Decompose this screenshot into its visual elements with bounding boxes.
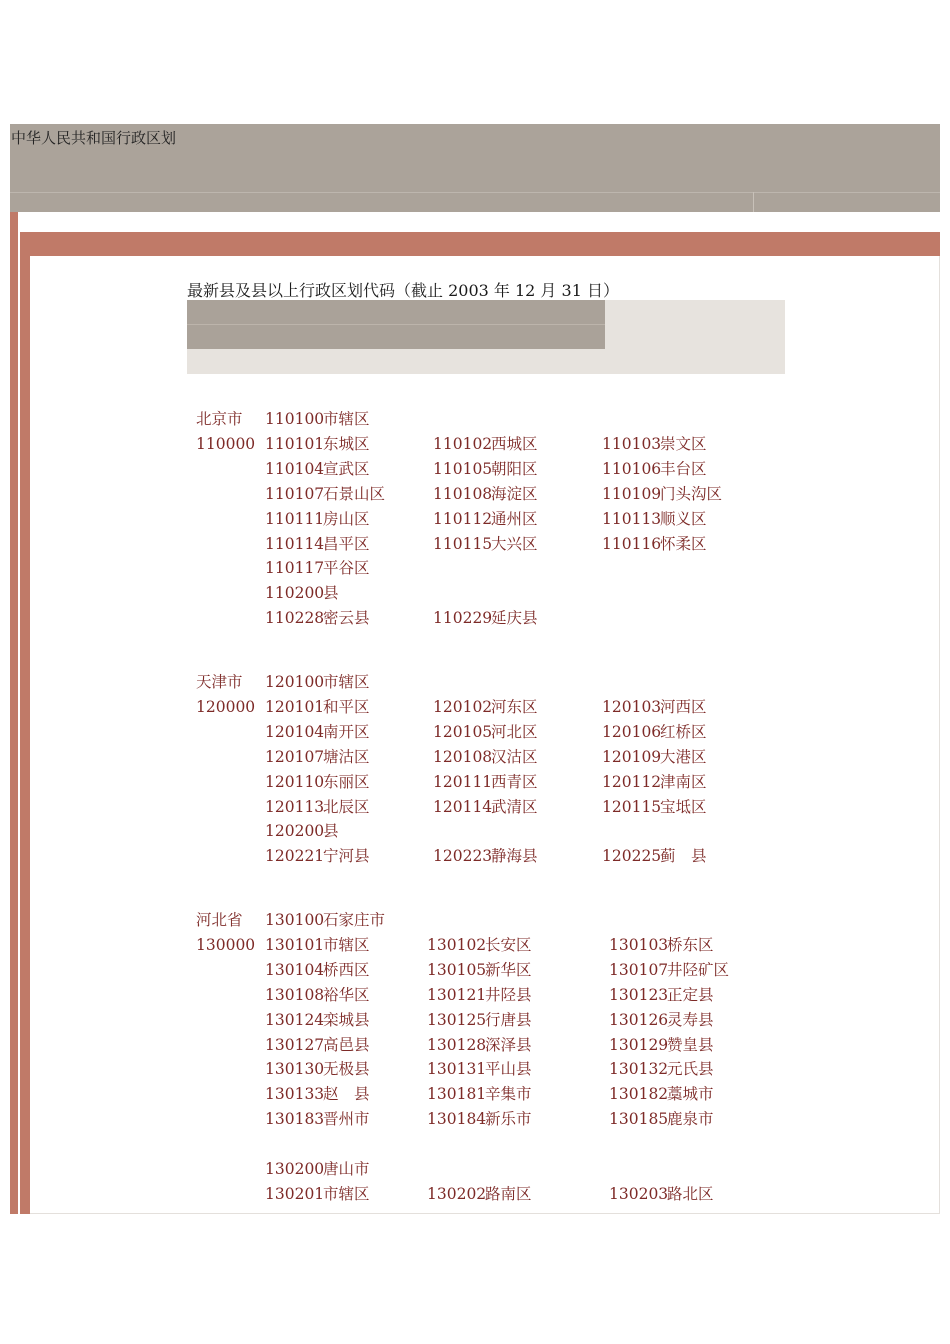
division-code: 120225: [602, 847, 662, 866]
division-code: 110116: [602, 534, 662, 553]
division-name: 塘沽区: [323, 747, 370, 766]
division-entry: [265, 935, 370, 955]
division-code: 110228: [265, 609, 325, 628]
division-code: 120104: [265, 722, 325, 741]
page-title-banner: [10, 124, 940, 212]
division-code: 120112: [602, 772, 662, 791]
division-name: 赵 县: [323, 1085, 370, 1104]
division-name: 朝阳区: [491, 459, 538, 478]
division-code: 110103: [602, 434, 662, 453]
division-name: 西青区: [491, 772, 538, 791]
division-name: 平山县: [485, 1060, 532, 1079]
division-entry: [609, 1010, 714, 1030]
division-entry: [433, 797, 538, 817]
division-name: 南开区: [323, 722, 370, 741]
division-name: 河西区: [660, 697, 707, 716]
division-code: 120115: [602, 797, 662, 816]
division-name: 津南区: [660, 772, 707, 791]
division-code: 130124: [265, 1010, 325, 1029]
division-name: 北辰区: [323, 797, 370, 816]
division-entry: [427, 935, 532, 955]
division-entry: [265, 772, 370, 792]
division-name: 河北区: [491, 722, 538, 741]
division-entry: [433, 697, 538, 717]
division-entry: [609, 1084, 714, 1104]
division-name: 桥东区: [667, 935, 714, 954]
division-code: 110200: [265, 584, 325, 603]
region-name: 河北省: [196, 911, 243, 929]
page-title: 中华人民共和国行政区划: [11, 129, 177, 147]
division-code: 130123: [609, 985, 669, 1004]
division-name: 高邑县: [323, 1035, 370, 1054]
division-name: 静海县: [491, 847, 538, 866]
division-code: 130102: [427, 935, 487, 954]
division-entry: [609, 1184, 714, 1204]
division-name: 红桥区: [660, 722, 707, 741]
division-code: 110111: [265, 509, 325, 528]
division-code: 130130: [265, 1060, 325, 1079]
division-code: 120105: [433, 722, 493, 741]
division-name: 大港区: [660, 747, 707, 766]
division-entry: [609, 1109, 714, 1129]
division-name: 元氏县: [667, 1060, 714, 1079]
division-code: 130181: [427, 1085, 487, 1104]
division-code: 130104: [265, 960, 325, 979]
division-name: 正定县: [667, 985, 714, 1004]
division-entry: [265, 509, 370, 529]
division-code: 130100: [265, 911, 325, 929]
subtitle: 最新县及县以上行政区划代码（截止 2003 年 12 月 31 日）: [187, 281, 619, 300]
division-entry: [265, 459, 370, 479]
division-code: 130133: [265, 1085, 325, 1104]
division-code: 110113: [602, 509, 662, 528]
division-code: 130132: [609, 1060, 669, 1079]
division-name: 路南区: [485, 1184, 532, 1203]
division-entry: [433, 459, 538, 479]
division-name: 新华区: [485, 960, 532, 979]
division-name: 怀柔区: [660, 534, 707, 553]
division-entry: [433, 434, 538, 454]
table-header-divider: [187, 324, 605, 325]
division-entry: [265, 960, 370, 980]
division-name: 唐山市: [323, 1160, 370, 1178]
division-entry: [609, 960, 729, 980]
division-entry: [433, 846, 538, 866]
division-name: 路北区: [667, 1184, 714, 1203]
division-entry: [265, 409, 370, 429]
division-entry: [265, 672, 370, 692]
division-name: 县: [323, 822, 339, 841]
banner-tick: [753, 192, 754, 212]
division-code: 130184: [427, 1110, 487, 1129]
division-entry: [265, 1035, 370, 1055]
division-entry: [427, 1184, 532, 1204]
division-code: 130200: [265, 1160, 325, 1178]
division-name: 井陉矿区: [667, 960, 730, 979]
division-name: 深泽县: [485, 1035, 532, 1054]
division-code: 110107: [265, 484, 325, 503]
division-code: 130185: [609, 1110, 669, 1129]
division-name: 市辖区: [323, 410, 370, 428]
division-name: 桥西区: [323, 960, 370, 979]
division-code: 110112: [433, 509, 493, 528]
division-entry: [602, 534, 707, 554]
division-name: 藁城市: [667, 1085, 714, 1104]
division-code: 130182: [609, 1085, 669, 1104]
division-code: 120200: [265, 822, 325, 841]
division-entry: [265, 558, 370, 578]
division-name: 石景山区: [323, 484, 386, 503]
division-code: 120111: [433, 772, 493, 791]
division-name: 东城区: [323, 434, 370, 453]
division-name: 长安区: [485, 935, 532, 954]
division-entry: [602, 459, 707, 479]
division-code: 120110: [265, 772, 325, 791]
division-name: 汉沽区: [491, 747, 538, 766]
division-name: 新乐市: [485, 1110, 532, 1129]
division-code: 120100: [265, 673, 325, 691]
division-entry: [265, 846, 370, 866]
division-code: 130126: [609, 1010, 669, 1029]
division-name: 市辖区: [323, 1184, 370, 1203]
division-name: 武清区: [491, 797, 538, 816]
division-code: 110229: [433, 609, 493, 628]
division-code: 130127: [265, 1035, 325, 1054]
division-code: 110106: [602, 459, 662, 478]
division-entry: [427, 1010, 532, 1030]
division-name: 河东区: [491, 697, 538, 716]
division-code: 120223: [433, 847, 493, 866]
table-header-box: [187, 300, 785, 374]
region-code: 110000: [196, 434, 256, 453]
division-entry: [609, 985, 714, 1005]
division-entry: [265, 1184, 370, 1204]
division-code: 110115: [433, 534, 493, 553]
division-entry: [609, 1035, 714, 1055]
division-entry: [602, 797, 707, 817]
division-code: 110109: [602, 484, 662, 503]
division-entry: [265, 583, 339, 603]
division-name: 和平区: [323, 697, 370, 716]
division-entry: [433, 509, 538, 529]
region-name: 天津市: [196, 673, 243, 691]
division-entry: [433, 608, 538, 628]
division-entry: [433, 534, 538, 554]
division-entry: [265, 797, 370, 817]
division-code: 110117: [265, 559, 325, 578]
division-name: 大兴区: [491, 534, 538, 553]
division-code: 120108: [433, 747, 493, 766]
division-name: 崇文区: [660, 434, 707, 453]
division-entry: [433, 484, 538, 504]
division-code: 130101: [265, 935, 325, 954]
division-name: 通州区: [491, 509, 538, 528]
division-code: 130107: [609, 960, 669, 979]
division-entry: [265, 484, 385, 504]
division-entry: [427, 960, 532, 980]
division-entry: [265, 1059, 370, 1079]
division-name: 海淀区: [491, 484, 538, 503]
division-name: 门头沟区: [660, 484, 723, 503]
division-name: 宁河县: [323, 847, 370, 866]
left-stripe-inner: [20, 232, 30, 1214]
banner-divider: [10, 192, 940, 193]
division-code: 130105: [427, 960, 487, 979]
division-code: 110100: [265, 410, 325, 428]
division-name: 辛集市: [485, 1085, 532, 1104]
division-code: 120107: [265, 747, 325, 766]
division-code: 110102: [433, 434, 493, 453]
division-name: 延庆县: [491, 609, 538, 628]
division-entry: [602, 722, 707, 742]
division-code: 110114: [265, 534, 325, 553]
division-entry: [265, 697, 370, 717]
division-code: 120103: [602, 697, 662, 716]
division-entry: [433, 772, 538, 792]
division-code: 120101: [265, 697, 325, 716]
division-name: 顺义区: [660, 509, 707, 528]
division-name: 蓟 县: [660, 847, 707, 866]
division-name: 市辖区: [323, 935, 370, 954]
division-entry: [265, 534, 370, 554]
division-name: 行唐县: [485, 1010, 532, 1029]
division-entry: [602, 434, 707, 454]
division-entry: [265, 985, 370, 1005]
division-entry: [609, 1059, 714, 1079]
division-entry: [265, 608, 370, 628]
division-entry: [265, 1109, 370, 1129]
division-name: 县: [323, 584, 339, 603]
division-entry: [602, 697, 707, 717]
division-entry: [427, 1035, 532, 1055]
division-code: 110108: [433, 484, 493, 503]
division-entry: [602, 747, 707, 767]
division-name: 无极县: [323, 1060, 370, 1079]
division-name: 井陉县: [485, 985, 532, 1004]
division-entry: [265, 747, 370, 767]
division-name: 石家庄市: [323, 911, 386, 929]
division-code: 120114: [433, 797, 493, 816]
region-code: 120000: [196, 697, 256, 716]
division-code: 130131: [427, 1060, 487, 1079]
division-entry: [602, 772, 707, 792]
division-entry: [265, 722, 370, 742]
division-name: 晋州市: [323, 1110, 370, 1129]
division-entry: [427, 1059, 532, 1079]
division-name: 西城区: [491, 434, 538, 453]
division-code: 110101: [265, 434, 325, 453]
left-stripe-outer: [10, 212, 18, 1214]
division-entry: [265, 821, 339, 841]
division-code: 130125: [427, 1010, 487, 1029]
division-code: 130183: [265, 1110, 325, 1129]
division-code: 130201: [265, 1184, 325, 1203]
division-code: 110105: [433, 459, 493, 478]
division-entry: [427, 1084, 532, 1104]
division-code: 130203: [609, 1184, 669, 1203]
division-code: 130121: [427, 985, 487, 1004]
division-code: 130108: [265, 985, 325, 1004]
division-name: 赞皇县: [667, 1035, 714, 1054]
division-name: 宣武区: [323, 459, 370, 478]
division-code: 120113: [265, 797, 325, 816]
division-entry: [427, 1109, 532, 1129]
region-code: 130000: [196, 935, 256, 954]
division-entry: [602, 509, 707, 529]
division-entry: [602, 484, 722, 504]
division-entry: [265, 1010, 370, 1030]
division-entry: [265, 1159, 370, 1179]
division-entry: [265, 434, 370, 454]
division-name: 栾城县: [323, 1010, 370, 1029]
division-name: 灵寿县: [667, 1010, 714, 1029]
top-band: [20, 232, 940, 256]
division-code: 130202: [427, 1184, 487, 1203]
division-entry: [427, 985, 532, 1005]
division-name: 平谷区: [323, 559, 370, 578]
division-code: 120106: [602, 722, 662, 741]
division-code: 110104: [265, 459, 325, 478]
region-name: 北京市: [196, 410, 243, 428]
division-name: 丰台区: [660, 459, 707, 478]
division-entry: [265, 910, 385, 930]
division-name: 昌平区: [323, 534, 370, 553]
division-entry: [433, 722, 538, 742]
division-entry: [265, 1084, 370, 1104]
division-code: 130129: [609, 1035, 669, 1054]
division-name: 裕华区: [323, 985, 370, 1004]
division-code: 120221: [265, 847, 325, 866]
division-entry: [609, 935, 714, 955]
division-entry: [602, 846, 707, 866]
division-code: 120102: [433, 697, 493, 716]
division-code: 130103: [609, 935, 669, 954]
division-name: 市辖区: [323, 673, 370, 691]
division-code: 130128: [427, 1035, 487, 1054]
division-entry: [433, 747, 538, 767]
division-name: 密云县: [323, 609, 370, 628]
division-name: 房山区: [323, 509, 370, 528]
division-code: 120109: [602, 747, 662, 766]
division-name: 东丽区: [323, 772, 370, 791]
division-name: 宝坻区: [660, 797, 707, 816]
division-name: 鹿泉市: [667, 1110, 714, 1129]
